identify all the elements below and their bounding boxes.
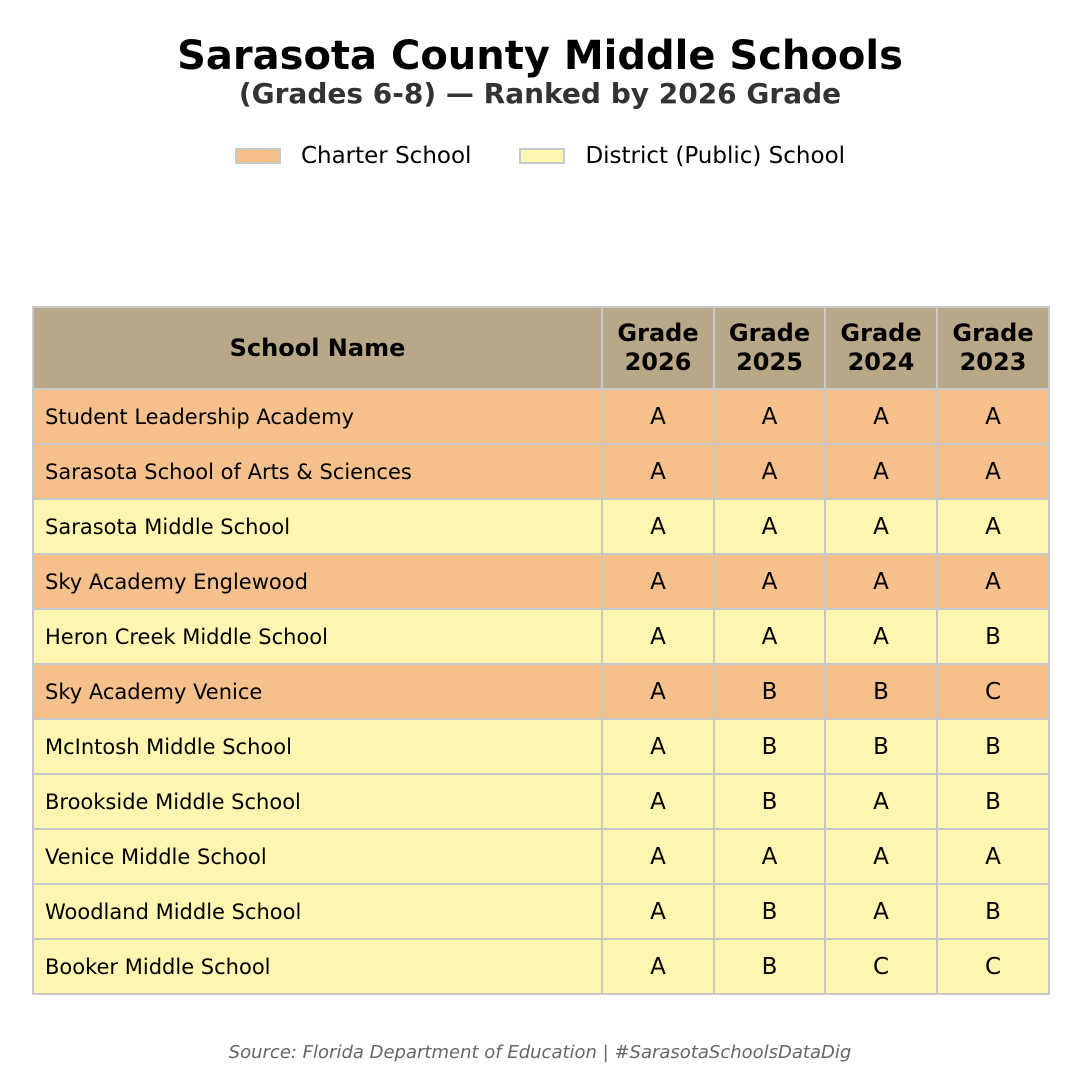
school-name-cell: Sky Academy Englewood	[33, 554, 602, 609]
table-row	[33, 774, 1049, 829]
grade-2026-cell: A	[602, 554, 714, 609]
grade-2023-cell: A	[937, 389, 1049, 444]
column-header-grade-2025: Grade 2025	[714, 307, 825, 389]
grade-2023-cell: C	[937, 939, 1049, 994]
source-footer: Source: Florida Department of Education | #SarasotaSchoolsDataDig	[228, 1042, 852, 1063]
grade-2026-cell: A	[602, 609, 714, 664]
grade-2024-cell: A	[825, 554, 937, 609]
school-name-cell: Venice Middle School	[33, 829, 602, 884]
table-header-row	[33, 307, 1049, 389]
school-name-cell: Sky Academy Venice	[33, 664, 602, 719]
legend-swatch-district	[519, 148, 565, 164]
table-row	[33, 499, 1049, 554]
legend-swatch-charter	[235, 148, 281, 164]
grade-2026-cell: A	[602, 389, 714, 444]
grade-2024-cell: A	[825, 884, 937, 939]
legend	[0, 140, 1080, 172]
grade-2025-cell: A	[714, 499, 825, 554]
chart-title: Sarasota County Middle Schools	[177, 33, 903, 79]
grade-2023-cell: A	[937, 554, 1049, 609]
school-name-cell: McIntosh Middle School	[33, 719, 602, 774]
grade-2025-cell: A	[714, 444, 825, 499]
grade-2025-cell: B	[714, 884, 825, 939]
grade-2024-cell: A	[825, 499, 937, 554]
grade-2025-cell: B	[714, 719, 825, 774]
school-name-cell: Woodland Middle School	[33, 884, 602, 939]
grade-2024-cell: A	[825, 774, 937, 829]
grade-2026-cell: A	[602, 829, 714, 884]
grade-2023-cell: A	[937, 829, 1049, 884]
column-header-grade-2024: Grade 2024	[825, 307, 937, 389]
legend-item-charter	[235, 140, 471, 172]
grade-2025-cell: B	[714, 664, 825, 719]
school-name-cell: Brookside Middle School	[33, 774, 602, 829]
school-name-cell: Sarasota Middle School	[33, 499, 602, 554]
column-header-grade-2026: Grade 2026	[602, 307, 714, 389]
table-row	[33, 554, 1049, 609]
grade-2024-cell: A	[825, 389, 937, 444]
grade-2023-cell: B	[937, 884, 1049, 939]
grade-2024-cell: A	[825, 609, 937, 664]
grade-2025-cell: A	[714, 609, 825, 664]
grade-2023-cell: B	[937, 774, 1049, 829]
legend-label-district: District (Public) School	[585, 143, 846, 169]
table-row	[33, 609, 1049, 664]
chart-subtitle: (Grades 6-8) — Ranked by 2026 Grade	[238, 77, 842, 110]
grade-2026-cell: A	[602, 444, 714, 499]
grade-2025-cell: A	[714, 554, 825, 609]
grade-2024-cell: A	[825, 829, 937, 884]
column-header-grade-2023: Grade 2023	[937, 307, 1049, 389]
table-row	[33, 444, 1049, 499]
grade-2025-cell: A	[714, 829, 825, 884]
grade-2025-cell: B	[714, 939, 825, 994]
grade-2024-cell: B	[825, 664, 937, 719]
grade-2023-cell: B	[937, 719, 1049, 774]
grade-2023-cell: A	[937, 499, 1049, 554]
school-grades-table	[32, 306, 1050, 995]
grade-2025-cell: A	[714, 389, 825, 444]
grade-2026-cell: A	[602, 664, 714, 719]
table-row	[33, 939, 1049, 994]
legend-label-charter: Charter School	[300, 143, 472, 169]
table-row	[33, 664, 1049, 719]
table-row	[33, 389, 1049, 444]
school-name-cell: Booker Middle School	[33, 939, 602, 994]
column-header-school-name: School Name	[33, 307, 602, 389]
school-name-cell: Student Leadership Academy	[33, 389, 602, 444]
grade-2024-cell: C	[825, 939, 937, 994]
school-name-cell: Heron Creek Middle School	[33, 609, 602, 664]
grade-2023-cell: A	[937, 444, 1049, 499]
grade-2024-cell: B	[825, 719, 937, 774]
table-row	[33, 884, 1049, 939]
table-row	[33, 719, 1049, 774]
grade-2026-cell: A	[602, 719, 714, 774]
table-row	[33, 829, 1049, 884]
grade-2023-cell: C	[937, 664, 1049, 719]
grade-2026-cell: A	[602, 499, 714, 554]
grade-2026-cell: A	[602, 884, 714, 939]
school-name-cell: Sarasota School of Arts & Sciences	[33, 444, 602, 499]
legend-item-district	[519, 140, 845, 172]
grade-2026-cell: A	[602, 939, 714, 994]
table-body	[33, 389, 1049, 994]
grade-2026-cell: A	[602, 774, 714, 829]
grade-2023-cell: B	[937, 609, 1049, 664]
grade-2025-cell: B	[714, 774, 825, 829]
grade-2024-cell: A	[825, 444, 937, 499]
